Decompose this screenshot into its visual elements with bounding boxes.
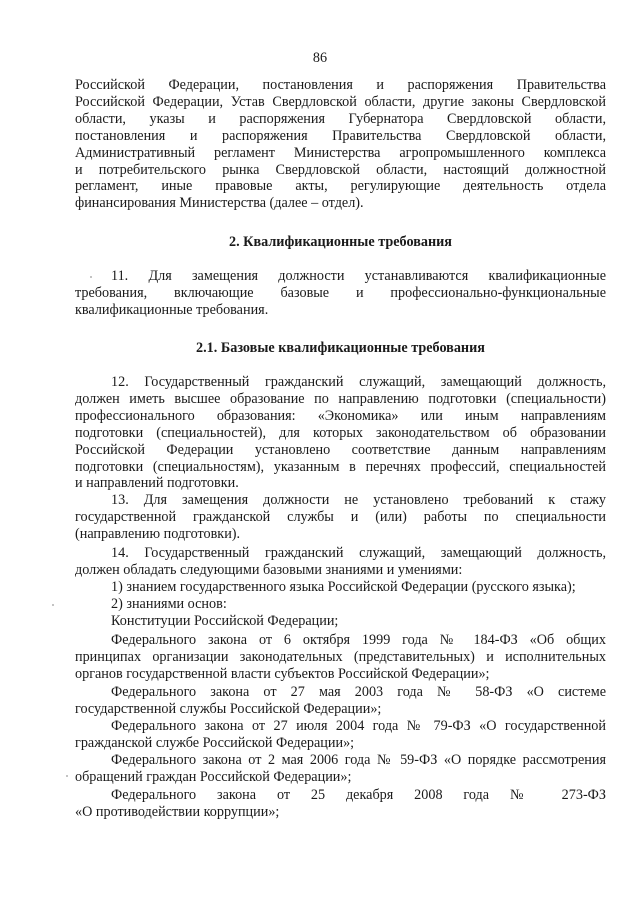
text-line: должен иметь высшее образование по направлению подготовки (специальности) xyxy=(75,390,606,407)
text-line: регламент, иные правовые акты, регулирующие деятельность отдела xyxy=(75,178,606,195)
intro-paragraph xyxy=(75,77,606,212)
paragraph-12 xyxy=(75,374,606,492)
text-line: Российской Федерации установлено соответствие данным направлениям xyxy=(75,441,606,458)
text-line: Федерального закона от 2 мая 2006 года № 59-ФЗ «О порядке рассмотрения xyxy=(111,752,606,768)
text-line: 13. Для замещения должности не установлено требований к стажу xyxy=(111,492,606,508)
text-line: требования, включающие базовые и профессионально-функциональные xyxy=(75,284,606,301)
list-item: 2) знаниями основ: xyxy=(111,595,227,612)
text-line: Федерального закона от 27 мая 2003 года № 58-ФЗ «О системе xyxy=(111,684,606,700)
text-line: Административный регламент Министерства агропромышленного комплекса xyxy=(75,144,606,161)
text-line: и направлений подготовки. xyxy=(75,475,239,492)
text-line: гражданской службе Российской Федерации»; xyxy=(75,734,355,751)
text-line: Федерального закона от 27 июля 2004 года № 79-ФЗ «О государственной xyxy=(111,718,606,734)
page-number: 86 xyxy=(312,50,328,66)
text-line: Федерального закона от 6 октября 1999 года № 184-ФЗ «Об общих xyxy=(111,632,606,648)
text-line: области, указы и распоряжения Губернатора Свердловской области, xyxy=(75,110,606,127)
law-184 xyxy=(75,632,606,683)
text-line: «О противодействии коррупции»; xyxy=(75,803,280,820)
scan-speck xyxy=(66,775,68,777)
scan-speck xyxy=(52,604,54,606)
text-line: должен обладать следующими базовыми знаниями и умениями: xyxy=(75,561,463,578)
text-line: и потребительского рынка Свердловской области, настоящий должностной xyxy=(75,161,606,178)
text-line: государственной службы Российской Федерации»; xyxy=(75,700,382,717)
paragraph-14 xyxy=(75,545,606,630)
text-line: 14. Государственный гражданский служащий, замещающий должность, xyxy=(111,545,606,561)
paragraph-11 xyxy=(75,268,606,319)
law-59 xyxy=(75,752,606,786)
text-line: Федерального закона от 25 декабря 2008 года № 273-ФЗ xyxy=(111,787,606,803)
text-line: Российской Федерации, Устав Свердловской области, другие законы Свердловской xyxy=(75,93,606,110)
law-273 xyxy=(75,787,606,821)
text-line: 12. Государственный гражданский служащий, замещающий должность, xyxy=(111,374,606,390)
law-58 xyxy=(75,684,606,718)
text-line: (направлению подготовки). xyxy=(75,525,241,542)
text-line: обращений граждан Российской Федерации»; xyxy=(75,768,352,785)
list-item: Конституции Российской Федерации; xyxy=(111,612,339,629)
section-heading: 2. Квалификационные требования xyxy=(228,234,452,250)
text-line: квалификационные требования. xyxy=(75,301,269,318)
text-line: Российской Федерации, постановления и распоряжения Правительства xyxy=(75,77,606,93)
text-line: государственной гражданской службы и (или) работы по специальности xyxy=(75,508,606,525)
text-line: подготовки (специальностям), указанным в перечнях профессий, специальностей xyxy=(75,458,606,475)
scan-speck xyxy=(90,276,92,278)
text-line: профессионального образования: «Экономика» или иным направлениям xyxy=(75,407,606,424)
text-line: принципах организации законодательных (представительных) и исполнительных xyxy=(75,648,606,665)
text-line: постановления и распоряжения Правительства Свердловской области, xyxy=(75,127,606,144)
list-item: 1) знанием государственного языка Российской Федерации (русского языка); xyxy=(111,578,576,595)
paragraph-13 xyxy=(75,492,606,543)
text-line: 11. Для замещения должности устанавливаются квалификационные xyxy=(111,268,606,284)
text-line: органов государственной власти субъектов Российской Федерации»; xyxy=(75,665,490,682)
text-line: финансирования Министерства (далее – отдел). xyxy=(75,195,364,212)
subsection-heading: 2.1. Базовые квалификационные требования xyxy=(196,340,485,356)
law-79 xyxy=(75,718,606,752)
text-line: подготовки (специальностей), для которых законодательством об образовании xyxy=(75,424,606,441)
